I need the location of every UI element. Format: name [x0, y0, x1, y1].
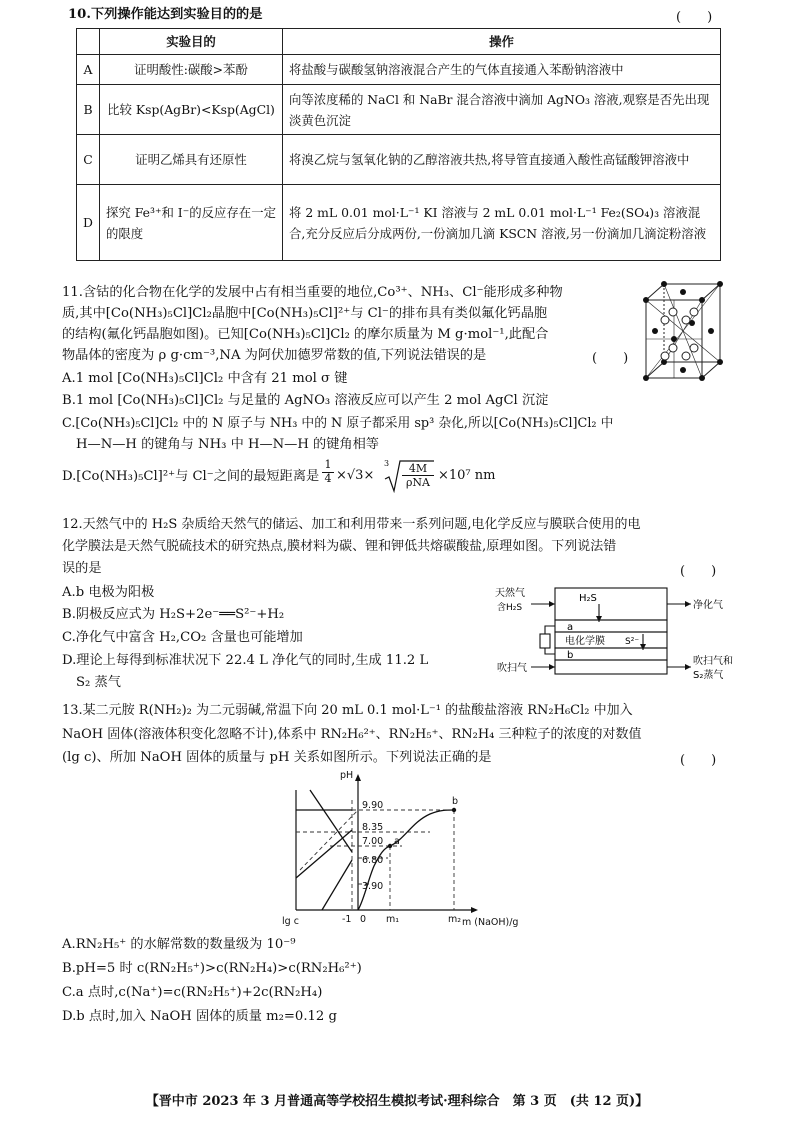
q12-stem-line: 误的是 [62, 561, 102, 576]
diagram-label-natural-gas: 天然气 [495, 588, 525, 599]
q10-header-blank [77, 29, 100, 55]
q12-option-d: D.理论上每得到标准状况下 22.4 L 净化气的同时,生成 11.2 L [62, 653, 429, 668]
q11-option-c: C.[Co(NH₃)₅Cl]Cl₂ 中的 N 原子与 NH₃ 中的 N 原子都采用 sp³ 杂化,所以[Co(NH₃)₅Cl]Cl₂ 中 [62, 416, 614, 431]
q13-option-c: C.a 点时,c(Na⁺)=c(RN₂H₅⁺)+2c(RN₂H₄) [62, 985, 323, 1000]
q12-stem-line: 化学膜法是天然气脱硫技术的研究热点,膜材料为碳、锂和钾低共熔碳酸盐,原理如图。下列说法错 [62, 539, 617, 554]
q10-row-op: 将 2 mL 0.01 mol·L⁻¹ KI 溶液与 2 mL 0.01 mol·L⁻¹ Fe₂(SO₄)₃ 溶液混合,充分反应后分成两份,一份滴加几滴 KSCN 溶液,另一份滴加几滴淀粉溶液 [283, 185, 721, 261]
formula-times-sqrt3: ×√3× [336, 468, 375, 483]
chart-y-tick: 6.80 [362, 855, 384, 866]
table-row [77, 135, 721, 185]
q13-option-d: D.b 点时,加入 NaOH 固体的质量 m₂=0.12 g [62, 1009, 337, 1024]
q10-row-purpose: 证明乙烯具有还原性 [100, 135, 283, 185]
chart-y-tick: 8.35 [362, 822, 384, 833]
q10-answer-paren: ( ) [676, 10, 713, 25]
diagram-label-h2s-content: 含H₂S [497, 603, 523, 613]
q11-distance-formula [322, 459, 582, 495]
q12-option-d-cont: S₂ 蒸气 [76, 675, 121, 690]
q13-stem-line: 13.某二元胺 R(NH₂)₂ 为二元弱碱,常温下向 20 mL 0.1 mol·L⁻¹ 的盐酸盐溶液 RN₂H₆Cl₂ 中加入 [62, 703, 633, 718]
q10-row-label: B [77, 85, 100, 135]
chart-y-tick: 7.00 [362, 836, 384, 847]
formula-tail: ×10⁷ nm [438, 468, 496, 483]
chart-label-a: a [394, 836, 400, 847]
q12-option-b: B.阴极反应式为 H₂S+2e⁻══S²⁻+H₂ [62, 607, 285, 622]
q12-answer-paren: ( ) [680, 564, 717, 579]
q13-stem-line: NaOH 固体(溶液体积变化忽略不计),体系中 RN₂H₆²⁺、RN₂H₅⁺、RN₂H₄ 三种粒子的浓度的对数值 [62, 727, 642, 742]
diagram-label-membrane: 电化学膜 [565, 636, 605, 647]
q13-stem-line: (lg c)、所加 NaOH 固体的质量与 pH 关系如图所示。下列说法正确的是 [62, 750, 492, 765]
diagram-label-sweep-gas: 吹扫气 [497, 663, 527, 674]
q10-row-op: 将盐酸与碳酸氢钠溶液混合产生的气体直接通入苯酚钠溶液中 [283, 55, 721, 85]
chart-x-tick: 0 [360, 914, 367, 925]
chart-point-b [452, 808, 456, 812]
q11-stem-line: 物晶体的密度为 ρ g·cm⁻³,NA 为阿伏加德罗常数的值,下列说法错误的是 [62, 348, 487, 363]
ph-chart [280, 770, 540, 930]
diagram-label-electrode-b: b [567, 650, 574, 661]
chart-point-a [388, 844, 392, 848]
q13-option-b: B.pH=5 时 c(RN₂H₅⁺)>c(RN₂H₄)>c(RN₂H₆²⁺) [62, 961, 362, 976]
q10-row-purpose: 证明酸性:碳酸>苯酚 [100, 55, 283, 85]
formula-den: ρNA [402, 475, 434, 489]
q10-row-label: D [77, 185, 100, 261]
q10-header-row [77, 29, 721, 55]
page-footer: 【晋中市 2023 年 3 月普通高等学校招生模拟考试·理科综合 第 3 页 (共 12 页)】 [145, 1094, 649, 1109]
q12-option-a: A.b 电极为阳极 [62, 585, 155, 600]
q12-option-c: C.净化气中富含 H₂,CO₂ 含量也可能增加 [62, 630, 303, 645]
q11-answer-paren: ( ) [592, 351, 629, 366]
electrochemical-membrane-diagram [495, 582, 735, 692]
diagram-label-h2s: H₂S [579, 593, 597, 604]
table-row [77, 55, 721, 85]
table-row [77, 185, 721, 261]
diagram-label-clean-gas: 净化气 [693, 600, 723, 611]
q10-table [76, 28, 721, 261]
diagram-label-electrode-a: a [567, 622, 574, 633]
diagram-label-sulfide-ion: S²⁻ [625, 637, 640, 647]
formula-frac-num: 1 [324, 458, 332, 471]
q10-row-op: 将溴乙烷与氢氧化钠的乙醇溶液共热,将导管直接通入酸性高锰酸钾溶液中 [283, 135, 721, 185]
q11-option-a: A.1 mol [Co(NH₃)₅Cl]Cl₂ 中含有 21 mol σ 键 [62, 371, 348, 386]
q12-stem-line: 12.天然气中的 H₂S 杂质给天然气的储运、加工和利用带来一系列问题,电化学反应与膜联合使用的电 [62, 517, 641, 532]
q10-header-purpose: 实验目的 [100, 29, 283, 55]
q11-option-b: B.1 mol [Co(NH₃)₅Cl]Cl₂ 与足量的 AgNO₃ 溶液反应可以产生 2 mol AgCl 沉淀 [62, 393, 549, 408]
q10-header-op: 操作 [283, 29, 721, 55]
formula-root-index: 3 [384, 459, 390, 468]
diagram-label-outlet-2: S₂蒸气 [693, 670, 724, 681]
q13-answer-paren: ( ) [680, 753, 717, 768]
q10-row-label: C [77, 135, 100, 185]
chart-x-tick: m₂ [448, 914, 462, 925]
q13-options [62, 936, 742, 1046]
q10-row-label: A [77, 55, 100, 85]
q11-option-c-cont: H—N—H 的键角与 NH₃ 中 H—N—H 的键角相等 [76, 437, 379, 452]
formula-frac-den: 4 [322, 472, 334, 485]
chart-label-b: b [452, 796, 459, 807]
table-row [77, 85, 721, 135]
q11-stem-line: 11.含钴的化合物在化学的发展中占有相当重要的地位,Co³⁺、NH₃、Cl⁻能形成多种物 [62, 285, 563, 300]
q11-stem-line: 质,其中[Co(NH₃)₅Cl]Cl₂晶胞中[Co(NH₃)₅Cl]²⁺与 Cl⁻的排布具有类似氟化钙晶胞 [62, 306, 548, 321]
q10-stem: 10.下列操作能达到实验目的的是 [68, 7, 263, 22]
chart-x-axis-label: m (NaOH)/g [462, 917, 519, 928]
chart-y-tick: 3.90 [362, 881, 384, 892]
chart-x-tick: m₁ [386, 914, 400, 925]
q10-row-purpose: 探究 Fe³⁺和 I⁻的反应存在一定的限度 [100, 185, 283, 261]
q10-row-op: 向等浓度稀的 NaCl 和 NaBr 混合溶液中滴加 AgNO₃ 溶液,观察是否先出现淡黄色沉淀 [283, 85, 721, 135]
q10-row-purpose: 比较 Ksp(AgBr)<Ksp(AgCl) [100, 85, 283, 135]
chart-y-axis-label: pH [340, 770, 354, 781]
formula-num: 4M [408, 462, 428, 475]
q13-block [62, 702, 742, 772]
chart-y-tick: 9.90 [362, 800, 384, 811]
q13-option-a: A.RN₂H₅⁺ 的水解常数的数量级为 10⁻⁹ [62, 937, 296, 952]
caf2-unit-cell-figure [640, 278, 726, 386]
q11-stem-line: 的结构(氟化钙晶胞如图)。已知[Co(NH₃)₅Cl]Cl₂ 的摩尔质量为 M g·mol⁻¹,此配合 [62, 327, 549, 342]
q11-option-d: D.[Co(NH₃)₅Cl]²⁺与 Cl⁻之间的最短距离是 [62, 469, 320, 484]
chart-x-left-label: lg c [282, 916, 299, 927]
chart-x-tick: -1 [342, 914, 352, 925]
diagram-label-outlet-1: 吹扫气和 [693, 656, 733, 667]
